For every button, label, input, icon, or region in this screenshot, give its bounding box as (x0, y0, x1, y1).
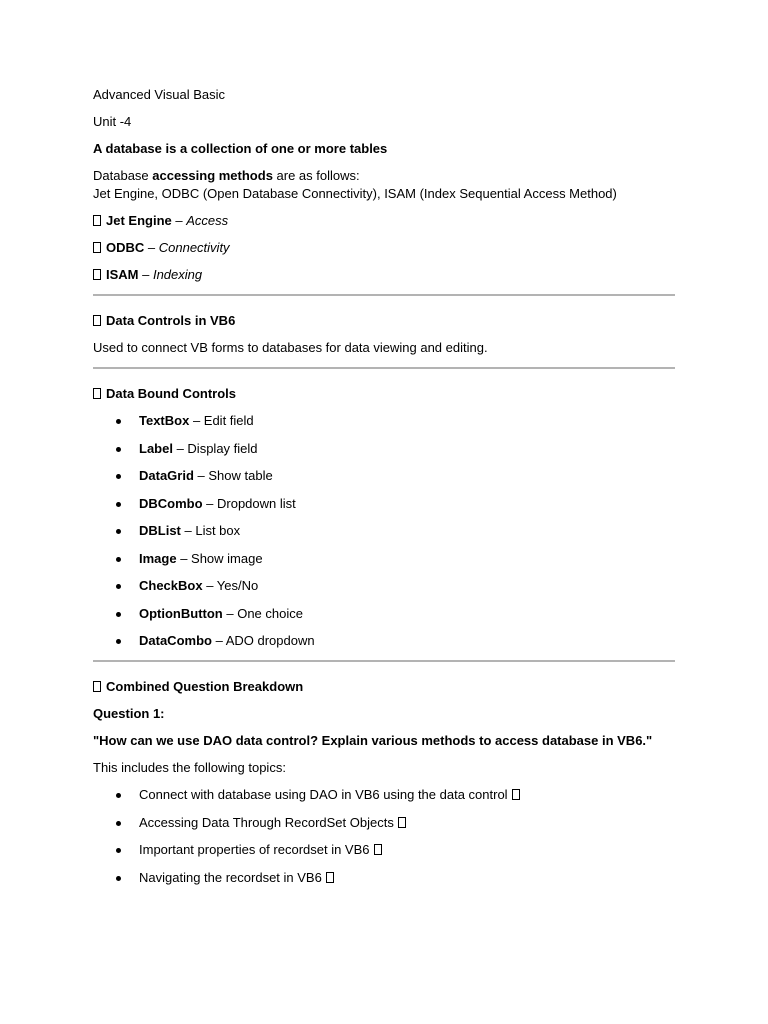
topic-text: Accessing Data Through RecordSet Objects (139, 814, 394, 830)
section-divider (93, 660, 675, 662)
topics-list (93, 786, 675, 887)
list-item (93, 632, 675, 650)
document-page (93, 86, 675, 896)
section-emoji-icon (93, 388, 101, 399)
method-item (93, 266, 675, 284)
data-controls-description: Used to connect VB forms to databases for data viewing and editing. (93, 340, 488, 355)
bullet-icon (116, 584, 121, 589)
bullet-icon (116, 848, 121, 853)
list-item (93, 467, 675, 485)
control-desc: – Show table (193, 468, 273, 483)
question-label: Question 1: (93, 706, 165, 721)
database-definition: A database is a collection of one or more tables (93, 141, 388, 156)
control-name: DataGrid (139, 468, 194, 483)
topic-text: Connect with database using DAO in VB6 using the data control (139, 787, 508, 802)
topic-text: Important properties of recordset in VB6 (139, 842, 370, 857)
data-controls-heading (93, 312, 675, 330)
list-item (93, 786, 675, 804)
missing-glyph-icon (93, 242, 101, 253)
method-desc: Connectivity (158, 240, 230, 255)
control-desc: – Dropdown list (202, 495, 296, 511)
method-separator: – (144, 240, 159, 255)
unit-label: Unit -4 (93, 114, 132, 129)
missing-glyph-icon (374, 844, 382, 855)
question-text: "How can we use DAO data control? Explain various methods to access database in VB6." (93, 733, 653, 748)
topics-intro: This includes the following topics: (93, 760, 286, 775)
bullet-icon (116, 612, 121, 617)
breakdown-heading (93, 678, 675, 696)
control-desc: – Edit field (189, 413, 254, 428)
section-divider (93, 294, 675, 296)
control-desc: – One choice (222, 605, 303, 621)
bullet-icon (116, 447, 121, 452)
list-item (93, 605, 675, 623)
missing-glyph-icon (93, 269, 101, 280)
bullet-icon (116, 502, 121, 507)
method-item (93, 239, 675, 257)
method-desc: Indexing (152, 267, 203, 282)
breakdown-heading-text: Combined Question Breakdown (106, 679, 304, 694)
control-name: TextBox (139, 413, 190, 428)
access-methods-sentence (93, 167, 675, 185)
control-name: DBCombo (139, 495, 203, 511)
control-desc: – Show image (176, 550, 263, 566)
bound-controls-heading (93, 385, 675, 403)
section-emoji-icon (93, 681, 101, 692)
list-item (93, 841, 675, 859)
method-name: ISAM (106, 267, 139, 282)
control-name: CheckBox (139, 578, 203, 593)
control-desc: – Yes/No (202, 578, 259, 593)
method-separator: – (138, 267, 153, 282)
bound-controls-list (93, 412, 675, 650)
bullet-icon (116, 821, 121, 826)
bullet-icon (116, 793, 121, 798)
method-item (93, 212, 675, 230)
method-name: Jet Engine (106, 213, 172, 228)
bullet-icon (116, 639, 121, 644)
list-item (93, 577, 675, 595)
bullet-icon (116, 474, 121, 479)
access-methods-prefix: Database (93, 168, 153, 183)
list-item (93, 495, 675, 513)
course-title: Advanced Visual Basic (93, 87, 226, 102)
bullet-icon (116, 419, 121, 424)
control-name: DBList (139, 523, 181, 538)
section-emoji-icon (93, 315, 101, 326)
list-item (93, 814, 675, 832)
topic-text: Navigating the recordset in VB6 (139, 869, 322, 885)
method-desc: Access (186, 213, 229, 228)
control-desc: – ADO dropdown (211, 633, 315, 648)
bound-controls-heading-text: Data Bound Controls (106, 386, 236, 401)
list-item (93, 522, 675, 540)
control-name: OptionButton (139, 605, 223, 621)
missing-glyph-icon (398, 817, 406, 828)
control-name: Image (139, 550, 177, 566)
bullet-icon (116, 876, 121, 881)
method-name: ODBC (106, 240, 145, 255)
bullet-icon (116, 557, 121, 562)
list-item (93, 550, 675, 568)
access-methods-bold: accessing methods (152, 168, 273, 183)
missing-glyph-icon (326, 872, 334, 883)
control-name: DataCombo (139, 633, 212, 648)
access-methods-suffix: are as follows: (272, 168, 360, 183)
control-name: Label (139, 440, 173, 456)
control-desc: – List box (180, 523, 241, 538)
list-item (93, 440, 675, 458)
data-controls-heading-text: Data Controls in VB6 (106, 313, 236, 328)
missing-glyph-icon (93, 215, 101, 226)
method-separator: – (171, 213, 187, 228)
access-methods-intro (93, 167, 675, 203)
list-item (93, 412, 675, 430)
access-methods-list: Jet Engine, ODBC (Open Database Connectivity), ISAM (Index Sequential Access Method) (93, 186, 617, 201)
section-divider (93, 367, 675, 369)
missing-glyph-icon (512, 789, 520, 800)
control-desc: – Display field (172, 440, 258, 456)
list-item (93, 869, 675, 887)
bullet-icon (116, 529, 121, 534)
